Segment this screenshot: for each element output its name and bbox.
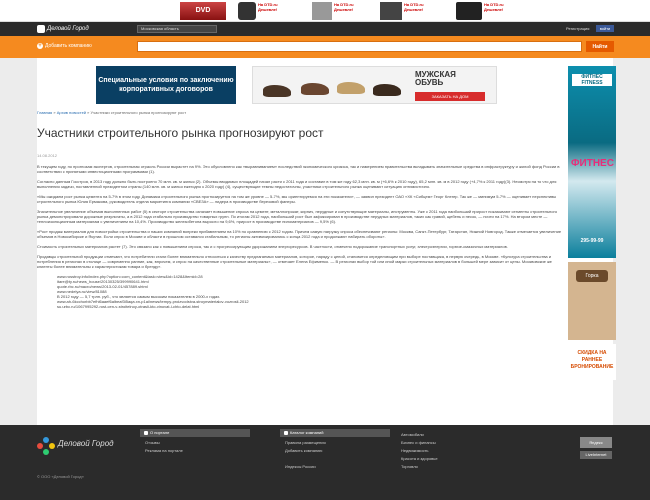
- footer-logo-icon: [37, 437, 55, 455]
- search-bar: [0, 36, 650, 58]
- article-paragraph: Стоимость строительных материалов растет (7). Это связано как с повышением спроса, так и с прогрессирующим удорожанием энергоресурсов. В частности, отмечено подорожание транспортных услуг, электроэнергии, горюче-смазочных материалов.: [37, 244, 508, 249]
- ad-text[interactable]: На DTD.ru Дешевле!: [484, 2, 504, 12]
- footer-link[interactable]: Торговля: [401, 464, 418, 469]
- search-button[interactable]: Найти: [586, 41, 614, 52]
- region-select[interactable]: Московская область: [137, 25, 217, 33]
- article-paragraph: «Мы ожидаем рост рынка цемента на 5-7% в этом году. Динамика строительного рынка прогнозируется на том же уровне — 5-7%, мы ориентируемся на эти показатели», — заявил президент ОАО «ХК «Сибцем» Георг Клегер. Так же — минимум 5-7% — оценивает перспективы строительного рынка Юлия Ермакова, руководитель отдела маркетинга компании «СВЕЗА» — лидера в производстве березовой фанеры.: [37, 194, 557, 204]
- ad-text[interactable]: На DTD.ru Дешевле!: [258, 2, 278, 12]
- booking-banner[interactable]: СКИДКА НА РАННЕЕ БРОНИРОВАНИЕ: [568, 344, 616, 380]
- footer-link[interactable]: Отзывы: [145, 440, 160, 445]
- ad-text[interactable]: На DTD.ru Дешевле!: [404, 2, 424, 12]
- source-link[interactable]: www.nedelya.ru/view/81088: [57, 289, 107, 294]
- square-icon: [284, 431, 288, 435]
- footer-heading: [140, 429, 250, 437]
- article-paragraph: Значительное увеличение объемов выполненных работ (5) в секторе строительства означает повышение спроса на цемент, металлопрокат, кирпич, нерудные и сопутствующие материалы, инструменты. Уже с 2011 года наибольший прирост показывают сегменты строительного рынка демонстрировали дорожные результаты, а в 2012 года стабильно производство товарных групп. По итогам 2012 года, наибольший рост был зафиксирован в производстве нерудных материалов, таких как гравий, щебень и песок, — почти на 17%. На втором месте — теплоизоляционным материалам с увеличением на 10,4%. Производство железобетона выросло на 9,6%, прирост в производстве пиломатериалов — 9,5% (6).: [37, 209, 558, 224]
- source-link[interactable]: su.urbc.ru/1067995292-rost-cen-v-stroitelnoy-otrasli-kto-vinovat-i-chto-delat.html: [57, 304, 200, 309]
- breadcrumb-news[interactable]: Архив новостей: [56, 110, 87, 115]
- footer-links: [396, 431, 438, 471]
- footer-link[interactable]: Добавить компанию: [285, 448, 323, 453]
- footer-link[interactable]: Реклама на портале: [145, 448, 183, 453]
- source-link[interactable]: quote.rbc.ru/macro/news/2013-02-01/457889.shtml: [57, 284, 148, 289]
- article-paragraph: «Рост продаж материалов для новостройки строительства и наших компаний вопреки прибавлением на 10% по сравнению с 2012 годом. Причем самую нагрузку спроса обеспечивают регионы: Москва, Санкт-Петербург, Татарстан, Нижний Новгород. Также отмечается увеличение объемов в Новосибирске и Якутии. Если спрос в Москве и области в прошлом оставался стабильным, то регионы активизировались с конца 2012 года и продолжают набирать обороты».: [37, 229, 562, 239]
- source-link[interactable]: itare@ty.ru/news_house/20130325/399990641.html: [57, 279, 149, 284]
- footer-link[interactable]: Правила размещения: [285, 440, 326, 445]
- source-link[interactable]: www.rosstroy.info/index.php?option=com_content&task=view&id=1428&Itemid=28: [57, 274, 203, 279]
- ad-text[interactable]: На DTD.ru Дешевле!: [334, 2, 354, 12]
- ad-gadget-image[interactable]: [380, 2, 402, 20]
- gorka-logo: Горка: [576, 270, 608, 282]
- footer-column-portal: [140, 425, 250, 455]
- square-icon: [144, 431, 148, 435]
- breadcrumb-separator: »: [53, 110, 56, 115]
- breadcrumb-home[interactable]: Главная: [37, 110, 53, 115]
- footer-link[interactable]: Автомобили: [401, 432, 424, 437]
- register-link[interactable]: Регистрация: [566, 26, 590, 31]
- fitness-title: ФИТНЕС: [571, 158, 614, 169]
- ad-gadget-image[interactable]: [456, 2, 482, 20]
- ad-gadget-image[interactable]: [312, 2, 332, 20]
- sources-list: [57, 274, 563, 309]
- footer-column-catalog: [280, 425, 390, 471]
- fitness-phone: 295-99-99: [580, 238, 604, 244]
- footer-logo[interactable]: Деловой Город: [58, 439, 114, 448]
- article-body: [37, 164, 563, 309]
- breadcrumb: [37, 110, 186, 115]
- corporate-banner[interactable]: Специальные условия по заключению корпоративных договоров: [96, 66, 236, 104]
- shoe-image: [337, 82, 365, 94]
- article-date: 14.08.2012: [37, 153, 58, 158]
- source-link[interactable]: www.ah-6kcchorbb7efhl6aaef6albeaf3i5aqa.xn-p1ai/news/tempy-proizvodstva-stroymaterialov-vozrosli-2012: [57, 299, 249, 304]
- page-title: Участники строительного рынка прогнозируют рост: [37, 126, 324, 140]
- logo-text: Деловой Город: [47, 26, 89, 32]
- fitness-banner[interactable]: [568, 66, 616, 258]
- top-ad-strip: [0, 0, 650, 22]
- logo-mark-icon: [37, 25, 45, 33]
- facebook-login-button[interactable]: войти: [596, 25, 614, 32]
- footer-heading: [280, 429, 390, 437]
- footer-heading-label: Каталог компаний: [290, 430, 324, 435]
- breadcrumb-separator: »: [87, 110, 90, 115]
- gorka-banner[interactable]: [568, 262, 616, 340]
- copyright: © ООО «Деловой Город»: [37, 474, 84, 479]
- article-paragraph: Согласно данным Госстроя, в 2013 году должно быть построено 70 млн. кв. м жилья (2). Объемы вводимых площадей начал расти с 2011 года и составил в том же году 62,3 млн. кв. м (+6,6% к 2010 году), 65,2 млн. кв. м в 2012 году (+4,7% к 2011 году)(3). Несмотря на то что для выполнения задачи, поставленной президентом страны (140 млн. кв. м жилья ежегодно к 2020 году) (4), существующие темпы недостаточны, участники строительного рынка оценивают ситуацию оптимистично.: [37, 179, 557, 189]
- shoe-image: [373, 84, 401, 96]
- article-paragraph: В текущем году, по прогнозам экспертов, строительная отрасль России вырастет на 9%. Это обусловлено как «выравниванием» последствий экономического кризиса, так и намерением правительства вкладывать значительные средства в инфраструктуру и жилой фонд России в соответствии с принятыми инвестиционными программами (1).: [37, 164, 560, 174]
- source-note: В 2012 году — 5,7 трлн. руб., что является самым высоким показателем в 2000-х годах.: [57, 294, 221, 299]
- article-paragraph: Продавцы строительной продукции отмечают, что потребители стали более внимательно относиться к качеству предлагаемых материалов, которое, наряду с ценой, становится определяющим при выборе поставщика, в первую очередь, в Москве. «Культура строительства и потребления в регионах в столице — современно ранние, как, впрочем, и спрос на качественные строительные материалы», — отмечает Елена Ефименко. — В регионах выбор той или иной марки строительных материалов в большей мере зависит от цены. Москвовские же клиенты более внимательны к характеристикам товара и бренду».: [37, 254, 552, 269]
- counter-badge[interactable]: LiveInternet: [580, 451, 612, 459]
- fitness-brand: ФИТНЕС FITNESS: [572, 74, 612, 86]
- ad-dvd-banner[interactable]: DVD: [180, 2, 226, 20]
- add-company-label: Добавить компанию: [45, 43, 92, 49]
- footer-column-categories: [396, 425, 438, 471]
- top-navigation: [0, 22, 650, 36]
- footer-link[interactable]: Красота и здоровье: [401, 456, 438, 461]
- site-logo[interactable]: [37, 25, 89, 33]
- footer-links: [140, 439, 250, 455]
- shoes-order-button[interactable]: ЗАКАЗАТЬ НА ДОМ: [415, 92, 485, 101]
- search-input[interactable]: [137, 41, 582, 52]
- footer-link[interactable]: Индексы России: [285, 464, 316, 469]
- shoe-image: [301, 83, 329, 95]
- footer-heading-label: О портале: [150, 430, 170, 435]
- footer-links: [280, 439, 390, 471]
- shoes-banner[interactable]: [252, 66, 497, 104]
- breadcrumb-current: Участники строительного рынка прогнозируют рост: [90, 110, 187, 115]
- counter-badge[interactable]: Яндекс: [580, 437, 612, 448]
- footer: [0, 425, 650, 500]
- footer-link[interactable]: Недвижимость: [401, 448, 429, 453]
- shoe-image: [263, 85, 291, 97]
- add-company-link[interactable]: [37, 43, 92, 49]
- plus-icon: +: [38, 43, 42, 49]
- footer-link[interactable]: Бизнес и финансы: [401, 440, 436, 445]
- ad-camera-image[interactable]: [238, 2, 256, 20]
- shoes-banner-title: МУЖСКАЯ ОБУВЬ: [415, 70, 456, 87]
